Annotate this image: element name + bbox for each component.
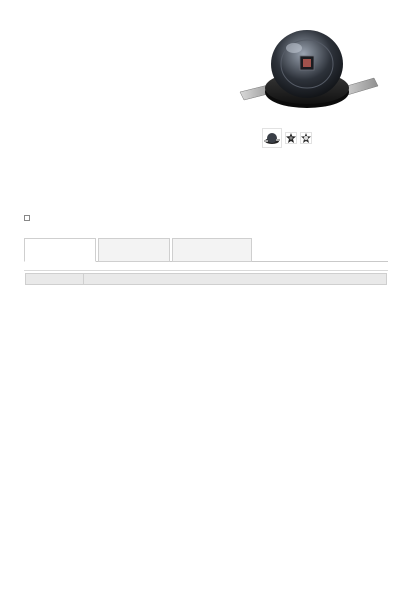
star-board-icon: [286, 133, 296, 143]
tab-bar: [24, 238, 388, 262]
thumbnail-strip: [262, 128, 312, 148]
thumbnail-2[interactable]: [285, 132, 297, 144]
table-header-spec: [84, 274, 387, 285]
spec-table: [25, 273, 387, 285]
tab-label: [25, 239, 95, 245]
thumbnail-3[interactable]: [300, 132, 312, 144]
star-board-icon: [301, 133, 311, 143]
contact-icon: [24, 215, 30, 221]
tab-specifications[interactable]: [24, 238, 96, 262]
tab-packaging-shipping[interactable]: [172, 238, 252, 262]
thumbnail-1[interactable]: [262, 128, 282, 148]
table-header-row: [26, 274, 387, 285]
tab-label: [99, 239, 169, 245]
tab-label-2: [173, 240, 251, 241]
led-thumbnail-icon: [264, 131, 280, 145]
table-header-item: [26, 274, 84, 285]
contact-now[interactable]: [24, 214, 32, 221]
divider: [24, 270, 388, 271]
product-image: [232, 18, 382, 128]
tab-installation[interactable]: [98, 238, 170, 262]
